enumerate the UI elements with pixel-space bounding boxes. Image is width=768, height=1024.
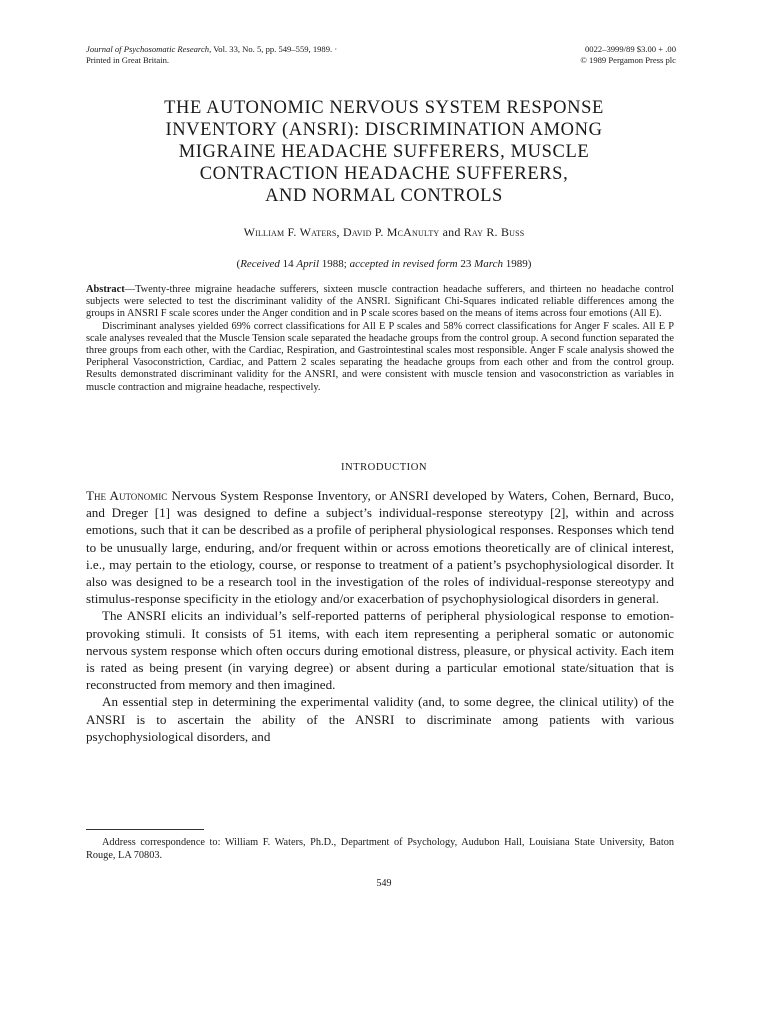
journal-volume: Vol. 33, No. 5, pp. 549–559, 1989. · <box>211 44 338 54</box>
issn-price: 0022–3999/89 $3.00 + .00 <box>584 44 676 54</box>
article-title <box>80 97 688 207</box>
accepted-month: March <box>474 258 504 270</box>
body-paragraph: The ANSRI elicits an individual’s self-reported patterns of peripheral physiological response to emotion-provoking stimuli. It consists of 51 items, with each item representing a peripheral somatic or autonomic nervous system response which often occurs during emotional distress, pleasure, or physical activity. Each item is rated as being present (in varying degree) or absent during a particular emotional state/situation that is reconstructed from memory and then imagined. <box>86 608 674 693</box>
body-text <box>86 487 674 745</box>
abstract-label: Abstract <box>86 284 125 295</box>
author-waters: William F. Waters, <box>243 225 340 239</box>
body-paragraph: The Autonomic Nervous System Response Inventory, or ANSRI developed by Waters, Cohen, Bernard, Buco, and Dreger [1] was designed to define a subject’s individual-response stereotypy [2], within and across emotions, such that it can be described as a profile of peripheral physiological responses. Responses which tend to be unusually large, enduring, and/or frequent within or across emotions theoretically are of clinical interest, i.e., may pertain to the etiology, course, or response to treatment of a patient’s psychophysiological disorder. It also was designed to be a research tool in the investigation of the roles of individual-response stereotypy and stimulus-response specificity in the etiology and/or exacerbation of psychophysiological disorders in general. <box>86 488 674 607</box>
received-dates: (Received 14 April 1988; accepted in revised form 23 March 1989) <box>236 258 532 270</box>
author-conjunction: and <box>439 225 464 239</box>
author-mcanulty: David P. McAnulty <box>339 225 440 239</box>
title-line: AND NORMAL CONTROLS <box>265 186 503 206</box>
title-line: MIGRAINE HEADACHE SUFFERERS, MUSCLE <box>178 142 590 162</box>
section-heading-introduction: INTRODUCTION <box>340 462 428 473</box>
header-citation <box>86 44 466 66</box>
printed-in: Printed in Great Britain. <box>86 55 170 65</box>
abstract-paragraph: Abstract—Twenty-three migraine headache sufferers, sixteen muscle contraction headache sufferers, and thirteen no headache control subjects were selected to test the discriminant validity of the ANSRI. Significant Chi-Squares indicated reliable differences among the groups in ANSRI F scale scores under the Anger condition and in P scale scores based on the means of items across four emotions (All E). <box>86 284 674 320</box>
header-publisher <box>496 44 676 66</box>
received-month: April <box>296 258 320 270</box>
title-line: INVENTORY (ANSRI): DISCRIMINATION AMONG <box>165 120 603 140</box>
lead-in-small-caps: The Autonomic <box>86 488 168 503</box>
title-line: CONTRACTION HEADACHE SUFFERERS, <box>199 164 569 184</box>
accepted-label: accepted in revised form <box>349 258 458 270</box>
page-number: 549 <box>376 878 392 889</box>
author-list <box>80 225 688 240</box>
title-line: THE AUTONOMIC NERVOUS SYSTEM RESPONSE <box>164 98 604 118</box>
body-paragraph: An essential step in determining the experimental validity (and, to some degree, the clinical utility) of the ANSRI is to ascertain the ability of the ANSRI to discriminate among patients with various psychophysiological disorders, and <box>86 694 674 744</box>
copyright-line: © 1989 Pergamon Press plc <box>580 55 676 65</box>
footnote-rule <box>86 829 204 830</box>
abstract <box>86 284 674 394</box>
footnote-correspondence: Address correspondence to: William F. Waters, Ph.D., Department of Psychology, Audubon Hall, Louisiana State University, Baton Rouge, LA 70803. <box>86 837 674 861</box>
journal-name: Journal of Psychosomatic Research, <box>86 44 212 54</box>
received-label: Received <box>240 258 280 270</box>
abstract-paragraph: Discriminant analyses yielded 69% correct classifications for All E P scales and 58% correct classifications for Anger F scales. All E P scale analyses revealed that the Muscle Tension scale separated the headache groups from the control group. A second function separated the three groups from each other, with the Cardiac, Respiration, and Gastrointestinal scales most responsible. Anger F scale analysis showed the Peripheral Vasoconstriction, Cardiac, and Pattern 2 scales separating the headache groups from each other and from the control group. Results demonstrated discriminant validity for the ANSRI, and were consistent with muscle tension and vasoconstriction as variables in muscle contraction and migraine headache, respectively. <box>86 320 674 393</box>
author-buss: Ray R. Buss <box>463 225 525 239</box>
